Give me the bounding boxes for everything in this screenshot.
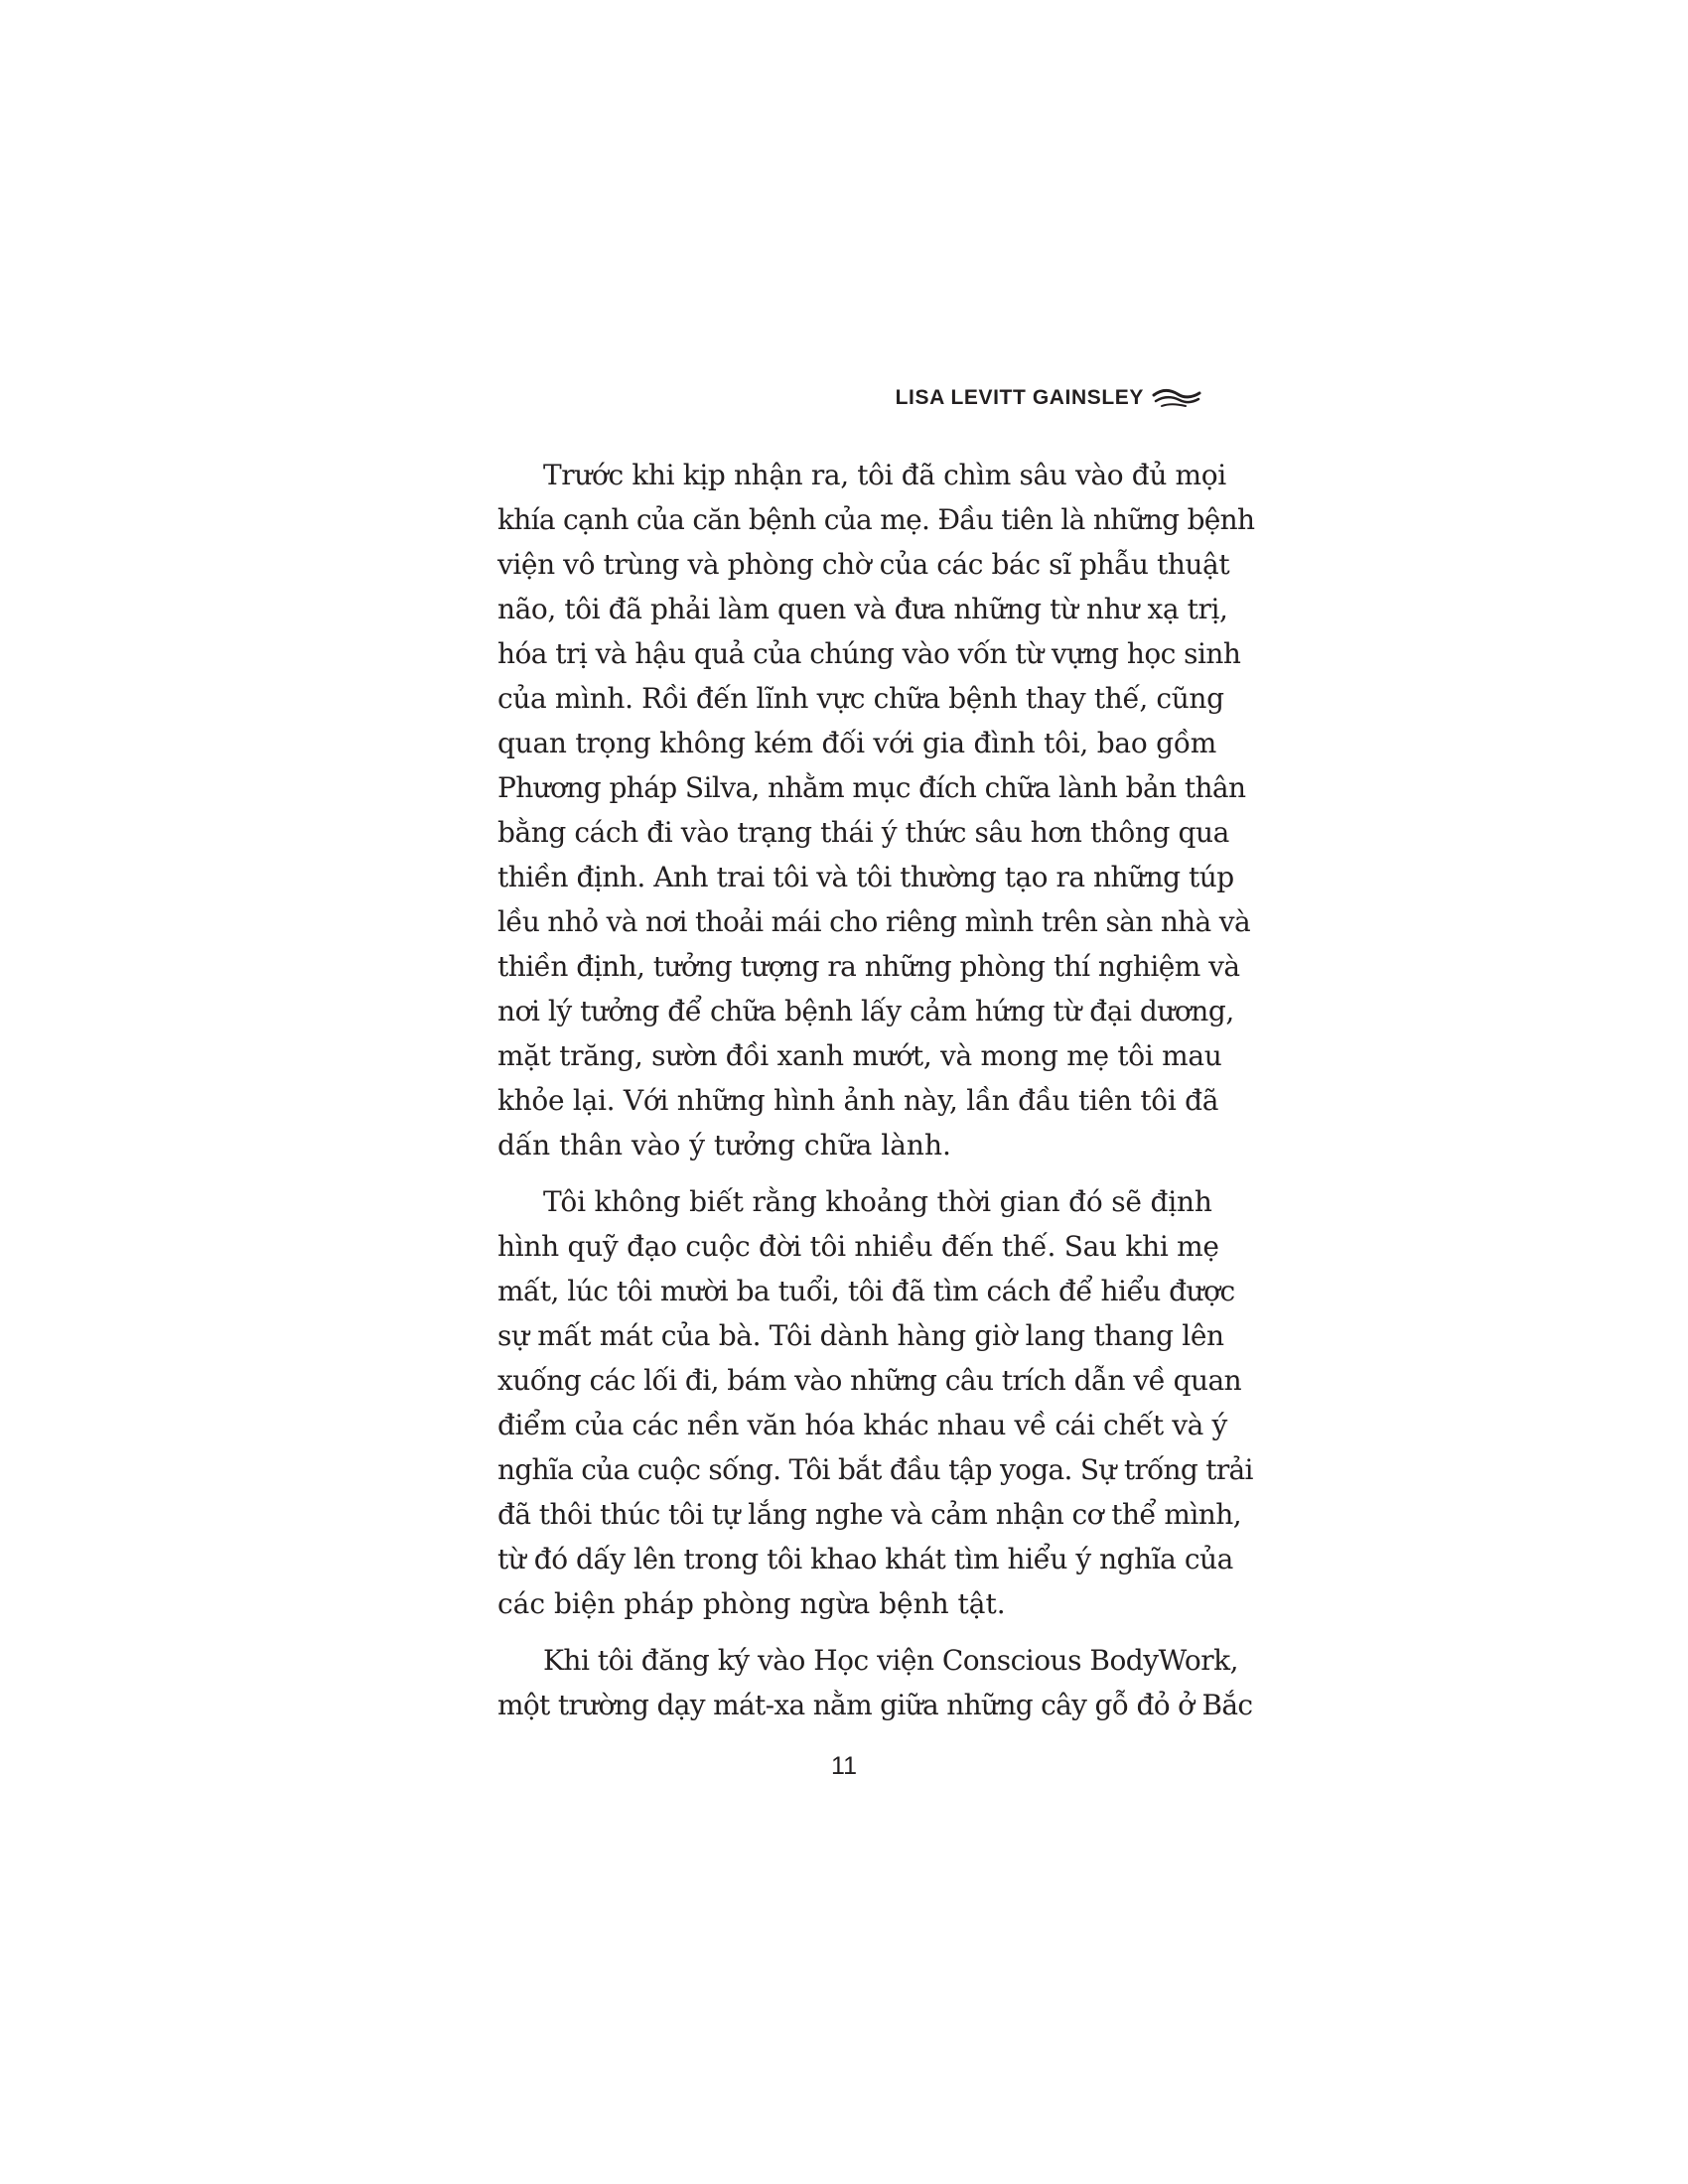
text-line: đã thôi thúc tôi tự lắng nghe và cảm nhận cơ thể mình, (497, 1498, 1242, 1531)
text-line: Trước khi kịp nhận ra, tôi đã chìm sâu vào đủ mọi (543, 459, 1226, 491)
text-line: thiền định, tưởng tượng ra những phòng thí nghiệm và (497, 950, 1240, 983)
text-line: điểm của các nền văn hóa khác nhau về cái chết và ý (497, 1409, 1227, 1441)
text-line: dấn thân vào ý tưởng chữa lành. (497, 1129, 951, 1161)
text-line: mất, lúc tôi mười ba tuổi, tôi đã tìm cách để hiểu được (497, 1275, 1235, 1307)
text-line: của mình. Rồi đến lĩnh vực chữa bệnh thay thế, cũng (497, 682, 1224, 715)
text-line: từ đó dấy lên trong tôi khao khát tìm hiểu ý nghĩa của (497, 1543, 1233, 1575)
text-line: lều nhỏ và nơi thoải mái cho riêng mình trên sàn nhà và (497, 905, 1250, 938)
paragraph (497, 1638, 1253, 1727)
page-number: 11 (831, 1752, 857, 1780)
text-line: não, tôi đã phải làm quen và đưa những từ như xạ trị, (497, 593, 1228, 625)
text-line: sự mất mát của bà. Tôi dành hàng giờ lang thang lên (497, 1319, 1224, 1352)
wave-ornament-icon (1152, 387, 1201, 409)
text-line: nghĩa của cuộc sống. Tôi bắt đầu tập yoga. Sự trống trải (497, 1453, 1253, 1486)
text-line: viện vô trùng và phòng chờ của các bác sĩ phẫu thuật (497, 548, 1230, 581)
text-line: một trường dạy mát-xa nằm giữa những cây gỗ đỏ ở Bắc (497, 1689, 1253, 1721)
running-head (496, 380, 1201, 416)
text-line: khía cạnh của căn bệnh của mẹ. Đầu tiên là những bệnh (497, 503, 1255, 536)
text-line: bằng cách đi vào trạng thái ý thức sâu hơn thông qua (497, 816, 1229, 849)
text-line: quan trọng không kém đối với gia đình tôi, bao gồm (497, 727, 1217, 759)
text-line: mặt trăng, sườn đồi xanh mướt, và mong mẹ tôi mau (497, 1039, 1222, 1072)
author-running-head: LISA LEVITT GAINSLEY (895, 386, 1144, 409)
paragraph (497, 1179, 1253, 1626)
text-line: Khi tôi đăng ký vào Học viện Conscious BodyWork, (543, 1644, 1239, 1677)
text-line: Tôi không biết rằng khoảng thời gian đó sẽ định (543, 1185, 1212, 1218)
text-line: khỏe lại. Với những hình ảnh này, lần đầu tiên tôi đã (497, 1084, 1219, 1117)
text-line: hóa trị và hậu quả của chúng vào vốn từ vựng học sinh (497, 637, 1241, 670)
text-line: nơi lý tưởng để chữa bệnh lấy cảm hứng từ đại dương, (497, 995, 1234, 1027)
text-line: xuống các lối đi, bám vào những câu trích dẫn về quan (497, 1364, 1242, 1397)
body-text (497, 453, 1255, 1739)
text-line: Phương pháp Silva, nhằm mục đích chữa lành bản thân (497, 771, 1246, 804)
text-line: hình quỹ đạo cuộc đời tôi nhiều đến thế. Sau khi mẹ (497, 1230, 1219, 1263)
text-line: các biện pháp phòng ngừa bệnh tật. (497, 1587, 1006, 1620)
paragraph (497, 453, 1255, 1167)
text-line: thiền định. Anh trai tôi và tôi thường tạo ra những túp (497, 861, 1234, 893)
